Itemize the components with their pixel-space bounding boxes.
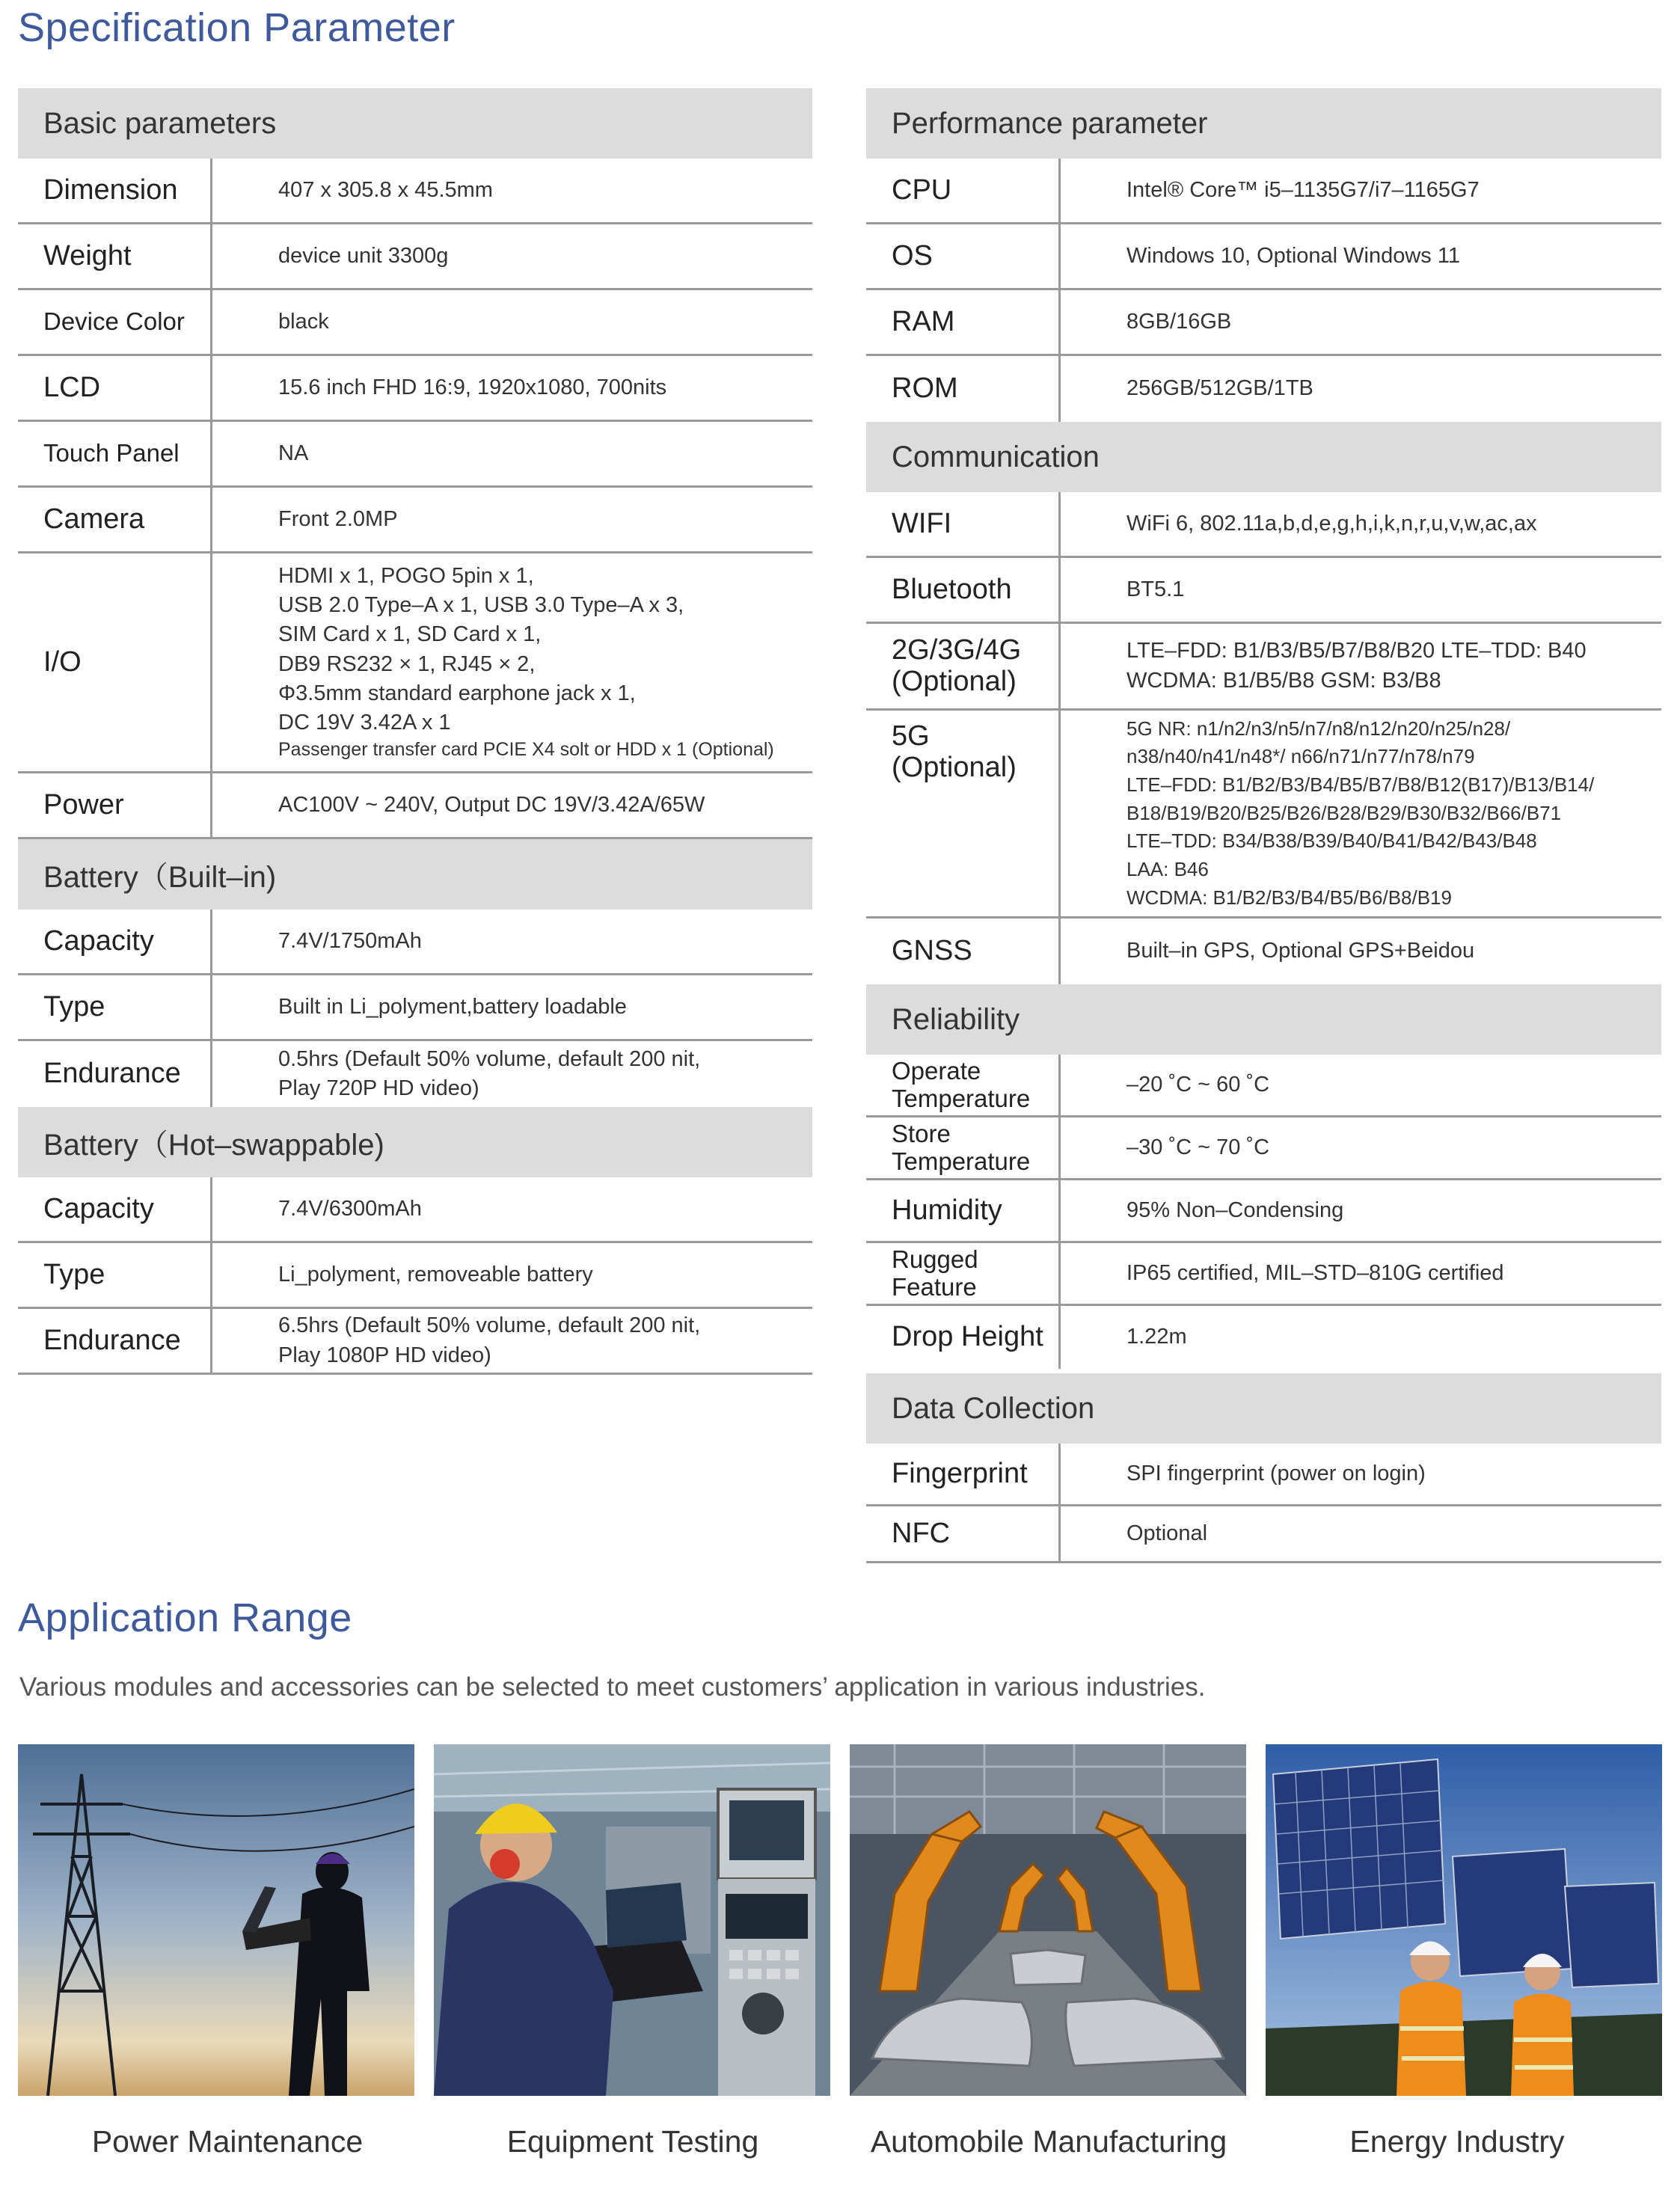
spec-value: LTE–FDD: B1/B3/B5/B7/B8/B20 LTE–TDD: B40 WCDMA: B1/B5/B8 GSM: B3/B8: [1126, 639, 1587, 693]
section-battery-built-in: Battery（Built–in): [18, 839, 812, 910]
spec-value: Built–in GPS, Optional GPS+Beidou: [1126, 939, 1475, 963]
spec-row-fingerprint: [866, 1444, 1661, 1506]
spec-row-nfc: [866, 1506, 1661, 1563]
spec-value: Intel® Core™ i5–1135G7/i7–1165G7: [1126, 177, 1480, 202]
spec-key: OS: [866, 224, 1061, 288]
spec-key: Touch Panel: [18, 422, 212, 485]
spec-key: RAM: [866, 290, 1061, 354]
spec-key: Capacity: [18, 910, 212, 973]
spec-value: Front 2.0MP: [278, 506, 398, 531]
spec-row-rugged-feature: [866, 1243, 1661, 1306]
application-range-subtitle: Various modules and accessories can be selected to meet customers’ application in various industries.: [19, 1672, 1206, 1702]
spec-key: Bluetooth: [866, 558, 1061, 622]
section-data-collection: Data Collection: [866, 1373, 1661, 1444]
spec-key: LCD: [18, 356, 212, 420]
spec-value: SPI fingerprint (power on login): [1126, 1461, 1426, 1485]
spec-key: WIFI: [866, 492, 1061, 556]
spec-row-power: [18, 773, 812, 839]
spec-value: 256GB/512GB/1TB: [1126, 376, 1313, 401]
page-title: Specification Parameter: [18, 5, 456, 50]
caption-power-maintenance: Power Maintenance: [91, 2124, 364, 2159]
spec-key: Humidity: [866, 1180, 1061, 1241]
spec-key: CPU: [866, 159, 1061, 222]
spec-value: 0.5hrs (Default 50% volume, default 200 nit, Play 720P HD video): [278, 1046, 701, 1100]
spec-value: IP65 certified, MIL–STD–810G certified: [1126, 1260, 1504, 1285]
spec-key: Endurance: [18, 1041, 212, 1107]
spec-key: Endurance: [18, 1309, 212, 1373]
spec-row-touch-panel: [18, 422, 812, 488]
spec-value: black: [278, 309, 329, 334]
spec-key: GNSS: [866, 919, 1061, 984]
photo-energy-industry: [1266, 1744, 1662, 2096]
spec-key: Power: [18, 773, 212, 837]
spec-key: Capacity: [18, 1177, 212, 1241]
application-photos: [18, 1744, 1662, 2096]
spec-row-drop-height: [866, 1306, 1661, 1369]
caption-automobile-manufacturing: Automobile Manufacturing: [870, 2124, 1227, 2159]
spec-value: 7.4V/6300mAh: [278, 1196, 422, 1221]
spec-row-gnss: [866, 919, 1661, 984]
spec-value: Optional: [1126, 1521, 1208, 1545]
spec-key: Rugged Feature: [866, 1243, 1061, 1304]
spec-key: ROM: [866, 356, 1061, 422]
spec-row-capacity: [18, 1177, 812, 1243]
spec-row-device-color: [18, 290, 812, 356]
photo-equipment-testing: [434, 1744, 830, 2096]
spec-value: –30 ˚C ~ 70 ˚C: [1126, 1135, 1270, 1159]
spec-row-weight: [18, 224, 812, 290]
spec-value: 15.6 inch FHD 16:9, 1920x1080, 700nits: [278, 375, 667, 399]
spec-value: device unit 3300g: [278, 243, 449, 268]
spec-value: BT5.1: [1126, 577, 1185, 601]
spec-key: 5G (Optional): [866, 711, 1061, 916]
spec-key: Operate Temperature: [866, 1055, 1061, 1115]
spec-value: 1.22m: [1126, 1325, 1187, 1349]
spec-row-capacity: [18, 910, 812, 975]
spec-key: Weight: [18, 224, 212, 288]
spec-row-camera: [18, 488, 812, 553]
section-battery-hot-swappable: Battery（Hot–swappable): [18, 1107, 812, 1177]
photo-automobile-manufacturing: [850, 1744, 1246, 2096]
section-reliability: Reliability: [866, 984, 1661, 1055]
spec-row-store-temperature: [866, 1117, 1661, 1180]
spec-row-wifi: [866, 492, 1661, 558]
spec-row-dimension: [18, 159, 812, 224]
spec-key: Type: [18, 975, 212, 1039]
spec-key: NFC: [866, 1506, 1061, 1561]
caption-equipment-testing: Equipment Testing: [506, 2124, 759, 2159]
spec-row-cpu: [866, 159, 1661, 224]
spec-value: WiFi 6, 802.11a,b,d,e,g,h,i,k,n,r,u,v,w,ac,ax: [1126, 511, 1537, 536]
spec-row-5g: [866, 711, 1661, 919]
spec-key: Dimension: [18, 159, 212, 222]
spec-row-endurance: [18, 1309, 812, 1375]
spec-row-humidity: [866, 1180, 1661, 1243]
left-spec-column: [18, 88, 812, 1375]
right-spec-column: [866, 88, 1661, 1563]
application-range-title: Application Range: [18, 1595, 352, 1640]
spec-row-2g-3g-4g: [866, 624, 1661, 711]
spec-key: Device Color: [18, 290, 212, 354]
spec-row-io: [18, 553, 812, 773]
spec-row-type: [18, 975, 812, 1041]
spec-key: Store Temperature: [866, 1117, 1061, 1178]
section-communication: Communication: [866, 422, 1661, 492]
spec-value: –20 ˚C ~ 60 ˚C: [1126, 1072, 1270, 1097]
spec-row-os: [866, 224, 1661, 290]
spec-value: 8GB/16GB: [1126, 309, 1232, 334]
spec-value: 5G NR: n1/n2/n3/n5/n7/n8/n12/n20/n25/n28/ n38/n40/n41/n48*/ n66/n71/n77/n78/n79 LTE–FDD: B1/B2/B3/B4/B5/B7/B8/B12(B17)/B13/B14/ B18/B19/B20/B25/B26/B28/B29/B30/B32/B66/B71 LTE–TDD: B34/B38/B39/B40/B41/B42/B43/B48 LAA: B46 WCDMA: B1/B2/B3/B4/B5/B6/B8/B19: [1126, 717, 1595, 909]
caption-energy-industry: Energy Industry: [1349, 2124, 1565, 2159]
spec-row-type: [18, 1243, 812, 1309]
spec-value: NA: [278, 441, 309, 465]
spec-row-ram: [866, 290, 1661, 356]
spec-value: HDMI x 1, POGO 5pin x 1, USB 2.0 Type–A x 1, USB 3.0 Type–A x 3, SIM Card x 1, SD Card x 1, DB9 RS232 × 1, RJ45 × 2, Φ3.5mm standard earphone jack x 1, DC 19V 3.42A x 1 Passenger transfer card PCIE X4 solt or HDD x 1 (Optional): [278, 564, 774, 761]
spec-row-operate-temperature: [866, 1055, 1661, 1117]
spec-row-rom: [866, 356, 1661, 422]
spec-key: Fingerprint: [866, 1444, 1061, 1504]
spec-value: Windows 10, Optional Windows 11: [1126, 243, 1460, 268]
spec-value: Built in Li_polyment,battery loadable: [278, 994, 627, 1019]
spec-value: AC100V ~ 240V, Output DC 19V/3.42A/65W: [278, 792, 705, 817]
spec-key: Type: [18, 1243, 212, 1307]
spec-row-lcd: [18, 356, 812, 422]
section-basic-parameters: Basic parameters: [18, 88, 812, 159]
spec-key: 2G/3G/4G (Optional): [866, 624, 1061, 708]
spec-value: 95% Non–Condensing: [1126, 1198, 1344, 1222]
spec-value: 6.5hrs (Default 50% volume, default 200 nit, Play 1080P HD video): [278, 1313, 701, 1367]
spec-key: Drop Height: [866, 1306, 1061, 1369]
photo-power-maintenance: [18, 1744, 414, 2096]
spec-row-endurance: [18, 1041, 812, 1107]
section-performance-parameter: Performance parameter: [866, 88, 1661, 159]
spec-value: 7.4V/1750mAh: [278, 928, 422, 953]
spec-value: 407 x 305.8 x 45.5mm: [278, 177, 493, 202]
spec-key: I/O: [18, 553, 212, 771]
spec-value: Li_polyment, removeable battery: [278, 1262, 593, 1287]
spec-row-bluetooth: [866, 558, 1661, 624]
spec-key: Camera: [18, 488, 212, 551]
